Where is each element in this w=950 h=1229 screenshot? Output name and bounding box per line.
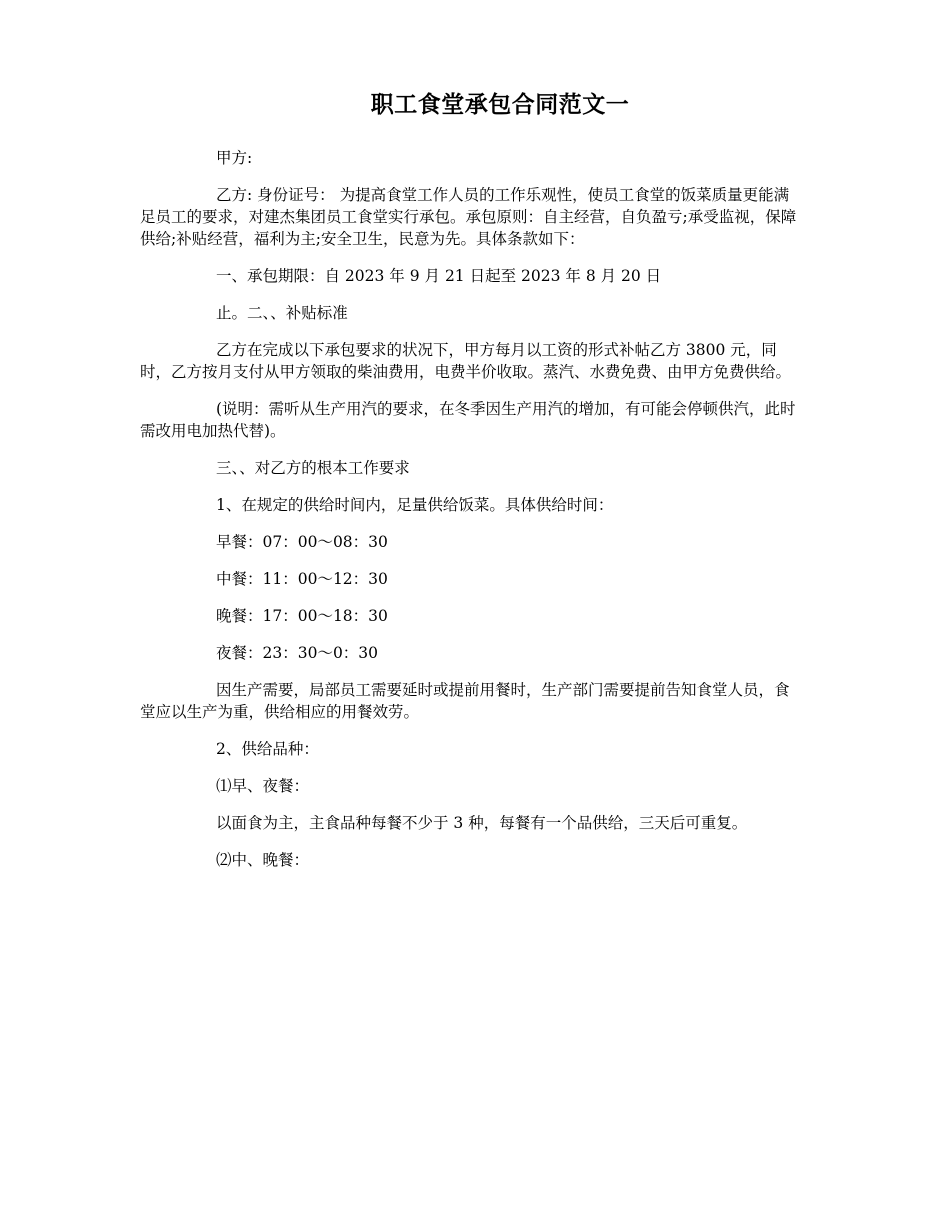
- paragraph-term: 一、承包期限：自 2023 年 9 月 21 日起至 2023 年 8 月 20 日: [216, 267, 662, 285]
- paragraph-party-a: 甲方:: [216, 149, 253, 167]
- paragraph-lunch-dinner-heading: ⑵中、晚餐：: [216, 851, 310, 869]
- paragraph-night-meal: 夜餐：23：30～0：30: [216, 644, 379, 662]
- paragraph-production-needs: 因生产需要，局部员工需要延时或提前用餐时，生产部门需要提前告知食堂人员，食堂应以生产为重，供给相应的用餐效劳。: [140, 681, 790, 721]
- document-body: [140, 147, 804, 886]
- document-title: 职工食堂承包合同范文一: [370, 92, 630, 118]
- paragraph-requirements-heading: 三、、对乙方的根本工作要求: [216, 459, 410, 477]
- paragraph-supply-time: 1、在规定的供给时间内，足量供给饭菜。具体供给时间：: [216, 496, 614, 514]
- paragraph-breakfast-night-heading: ⑴早、夜餐：: [216, 777, 310, 795]
- paragraph-party-b: 乙方: 身份证号： 为提高食堂工作人员的工作乐观性，使员工食堂的饭菜质量更能满足员工的要求，对建杰集团员工食堂实行承包。承包原则：自主经营，自负盈亏;承受监视，保障供给;补贴经营，福利为主;安全卫生，民意为先。具体条款如下：: [140, 186, 797, 248]
- paragraph-breakfast: 早餐：07：00～08：30: [216, 533, 388, 551]
- paragraph-dinner: 晚餐：17：00～18：30: [216, 607, 388, 625]
- paragraph-breakfast-night-detail: 以面食为主，主食品种每餐不少于 3 种，每餐有一个品供给，三天后可重复。: [216, 814, 748, 832]
- paragraph-note: (说明：需听从生产用汽的要求，在冬季因生产用汽的增加，有可能会停顿供汽，此时需改用电加热代替)。: [140, 400, 796, 440]
- paragraph-lunch: 中餐：11：00～12：30: [216, 570, 388, 588]
- paragraph-subsidy-heading: 止。二、、补贴标准: [216, 304, 348, 322]
- paragraph-varieties-heading: 2、供给品种：: [216, 740, 319, 758]
- paragraph-subsidy: 乙方在完成以下承包要求的状况下，甲方每月以工资的形式补帖乙方 3800 元，同时，乙方按月支付从甲方领取的柴油费用，电费半价收取。蒸汽、水费免费、由甲方免费供给。: [140, 341, 792, 381]
